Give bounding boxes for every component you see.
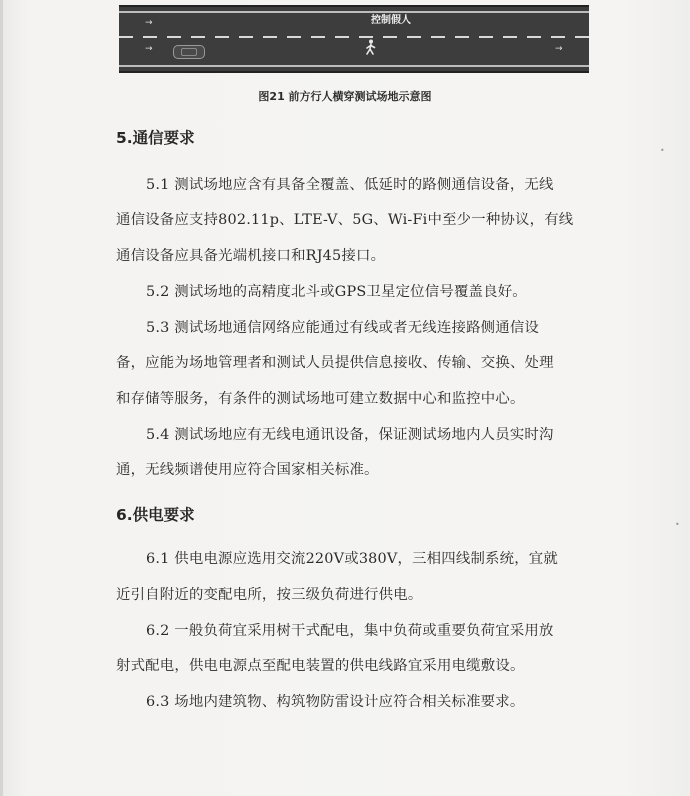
road-center-dashed-line bbox=[119, 36, 589, 38]
figure-caption: 图21 前方行人横穿测试场地示意图 bbox=[258, 90, 432, 103]
paragraph-line: 和存储等服务，有条件的测试场地可建立数据中心和监控中心。 bbox=[116, 391, 525, 407]
paragraph-line: 备，应能为场地管理者和测试人员提供信息接收、传输、交换、处理 bbox=[116, 355, 554, 371]
lane-arrow-icon: → bbox=[145, 18, 153, 28]
road-edge-bottom bbox=[119, 65, 589, 67]
paragraph-line: 6.3 场地内建筑物、构筑物防雷设计应符合相关标准要求。 bbox=[146, 694, 525, 710]
paragraph-line: 5.4 测试场地应有无线电通讯设备，保证测试场地内人员实时沟 bbox=[146, 427, 554, 443]
car-icon bbox=[173, 45, 205, 59]
paragraph-line: 5.2 测试场地的高精度北斗或GPS卫星定位信号覆盖良好。 bbox=[146, 284, 527, 300]
road-label-dummy: 控制假人 bbox=[371, 15, 411, 26]
paragraph-line: 5.1 测试场地应含有具备全覆盖、低延时的路侧通信设备，无线 bbox=[146, 177, 554, 193]
lane-arrow-icon: → bbox=[555, 44, 563, 54]
section-heading-5: 5.通信要求 bbox=[116, 129, 195, 147]
paragraph-line: 通信设备应具备光端机接口和RJ45接口。 bbox=[116, 248, 386, 264]
scan-speck: • bbox=[660, 146, 665, 155]
lane-arrow-icon: → bbox=[145, 44, 153, 54]
paragraph-line: 通，无线频谱使用应符合国家相关标准。 bbox=[116, 462, 379, 478]
road-diagram bbox=[119, 5, 589, 73]
paragraph-line: 通信设备应支持802.11p、LTE-V、5G、Wi-Fi中至少一种协议，有线 bbox=[116, 212, 574, 228]
section-heading-6: 6.供电要求 bbox=[116, 506, 195, 524]
paragraph-line: 近引自附近的变配电所，按三级负荷进行供电。 bbox=[116, 587, 423, 603]
paragraph-line: 6.1 供电电源应选用交流220V或380V，三相四线制系统，宜就 bbox=[146, 551, 558, 567]
paragraph-line: 射式配电，供电电源点至配电装置的供电线路宜采用电缆敷设。 bbox=[116, 658, 525, 674]
page-edge-shadow bbox=[0, 0, 3, 796]
scan-speck: • bbox=[675, 520, 680, 529]
pedestrian-icon bbox=[365, 39, 377, 55]
paragraph-line: 5.3 测试场地通信网络应能通过有线或者无线连接路侧通信设 bbox=[146, 320, 540, 336]
road-edge-top bbox=[119, 11, 589, 13]
paragraph-line: 6.2 一般负荷宜采用树干式配电，集中负荷或重要负荷宜采用放 bbox=[146, 623, 554, 639]
